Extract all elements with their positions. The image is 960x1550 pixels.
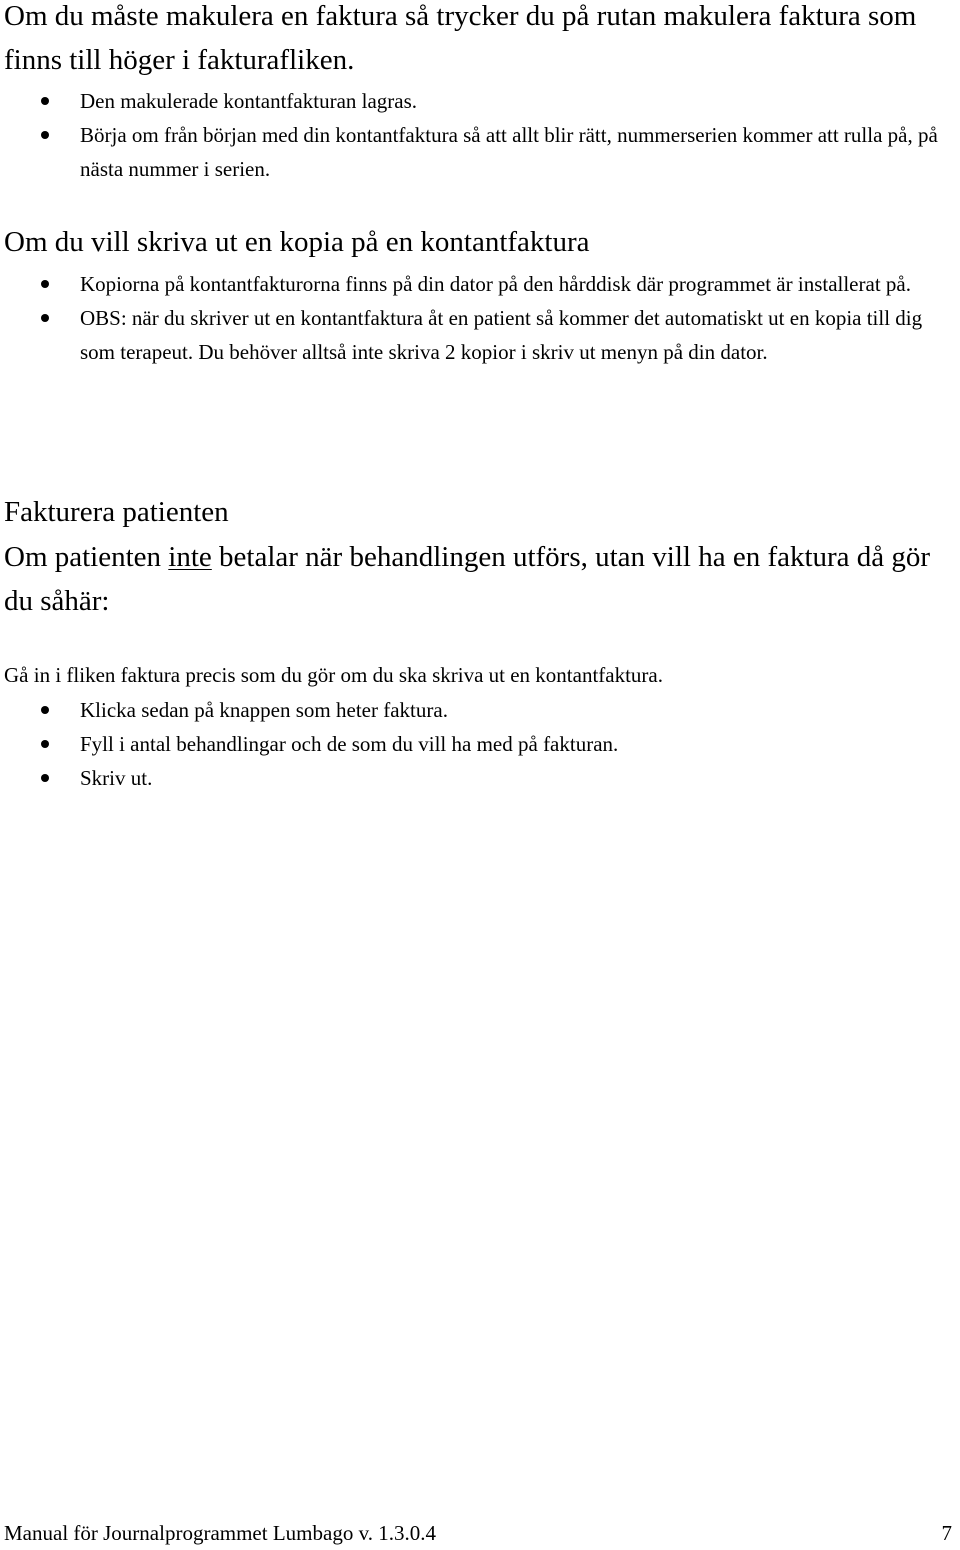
section-heading-invoice: Fakturera patienten	[4, 496, 229, 528]
bullet-icon	[41, 131, 49, 139]
page-number: 7	[941, 1521, 952, 1545]
bullet-icon	[41, 774, 49, 782]
invoice-subheading: Om patienten inte betalar när behandlingen utförs, utan vill ha en faktura då gör du såhär:	[4, 541, 931, 617]
list-item: OBS: när du skriver ut en kontantfaktura åt en patient så kommer det automatiskt ut en kopia till dig som terapeut. Du behöver alltså inte skriva 2 kopior i skriv ut menyn på din dator.	[0, 301, 960, 369]
list-item: Börja om från början med din kontantfaktura så att allt blir rätt, nummerserien kommer att rulla på, på nästa nummer i serien.	[0, 118, 960, 186]
invoice-instruction: Gå in i fliken faktura precis som du gör om du ska skriva ut en kontantfaktura.	[4, 663, 663, 687]
bullet-icon	[41, 740, 49, 748]
intro-bullet-list	[0, 84, 960, 186]
list-item: Skriv ut.	[0, 761, 960, 795]
footer-title: Manual för Journalprogrammet Lumbago v. 1.3.0.4	[4, 1521, 436, 1545]
list-item: Fyll i antal behandlingar och de som du vill ha med på fakturan.	[0, 727, 960, 761]
section-heading-copy: Om du vill skriva ut en kopia på en kontantfaktura	[4, 226, 590, 258]
bullet-icon	[41, 314, 49, 322]
list-item: Klicka sedan på knappen som heter faktura.	[0, 693, 960, 727]
intro-paragraph: Om du måste makulera en faktura så trycker du på rutan makulera faktura som finns till höger i fakturafliken.	[4, 0, 917, 76]
copy-bullet-list	[0, 267, 960, 369]
list-item: Kopiorna på kontantfakturorna finns på din dator på den hårddisk där programmet är installerat på.	[0, 267, 960, 301]
bullet-icon	[41, 97, 49, 105]
bullet-icon	[41, 706, 49, 714]
invoice-bullet-list	[0, 693, 960, 795]
list-item: Den makulerade kontantfakturan lagras.	[0, 84, 960, 118]
bullet-icon	[41, 280, 49, 288]
underlined-word: inte	[168, 541, 212, 573]
